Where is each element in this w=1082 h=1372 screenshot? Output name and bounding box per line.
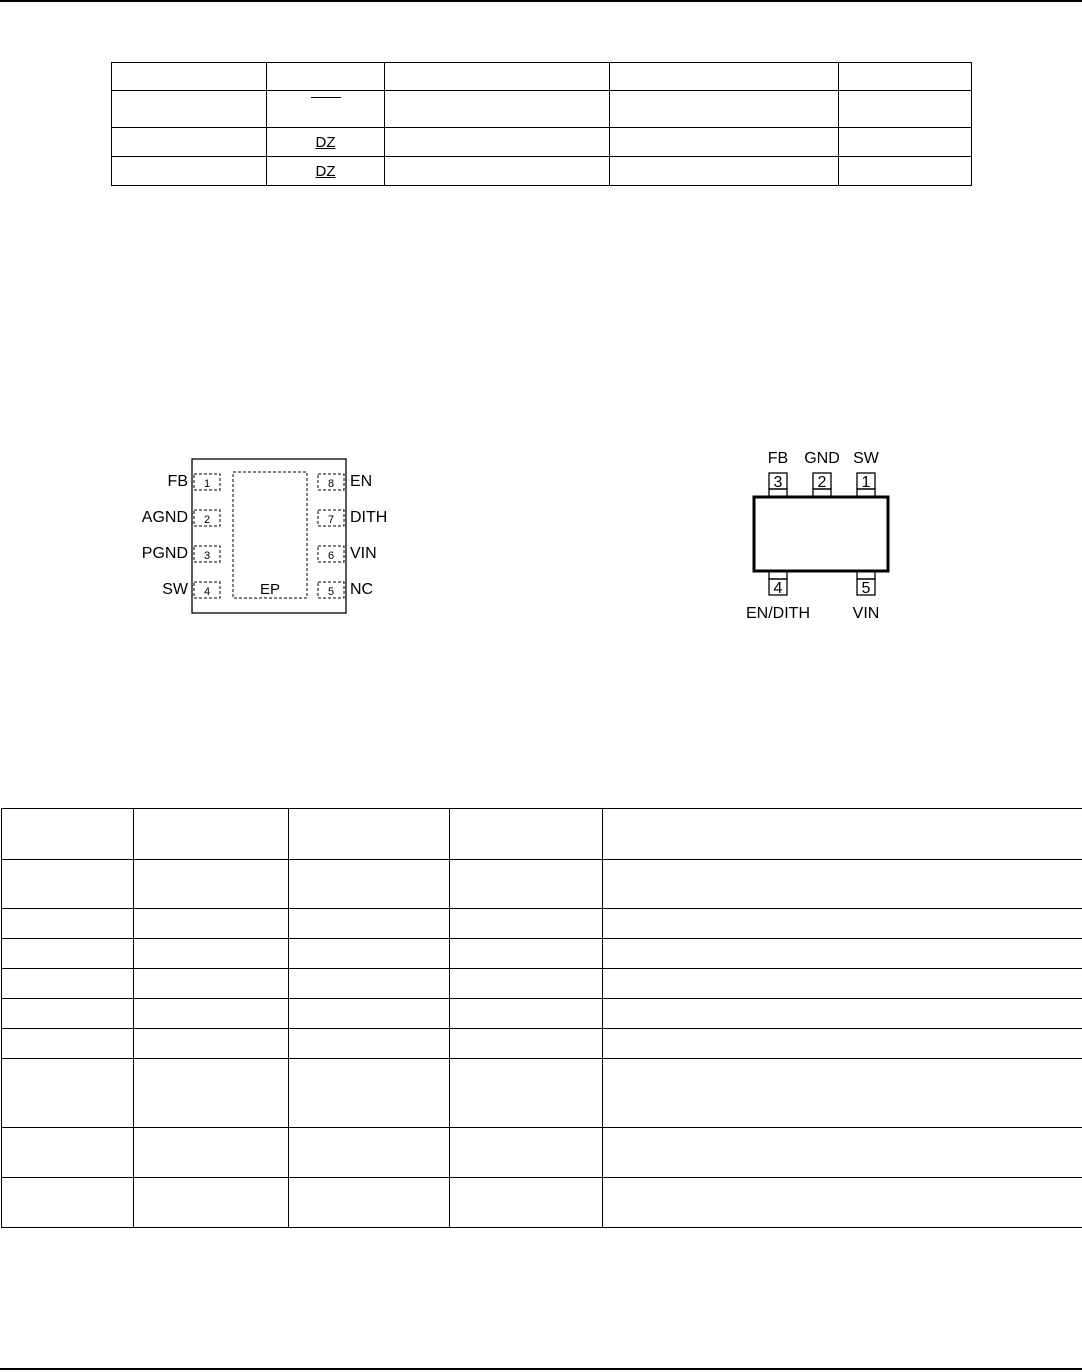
pin-number: 1 xyxy=(203,478,211,490)
table-cell xyxy=(385,91,610,128)
table-cell xyxy=(603,1059,1082,1128)
table-cell xyxy=(112,63,267,91)
pin-7 xyxy=(318,509,387,526)
pin-6 xyxy=(318,545,377,562)
table-cell xyxy=(134,809,289,860)
table-cell xyxy=(2,999,134,1029)
table-cell xyxy=(289,939,450,969)
sot-package-diagram xyxy=(730,440,910,630)
table-cell xyxy=(610,128,839,157)
pin-label-en: EN xyxy=(350,473,373,490)
pin-label-nc: NC xyxy=(350,581,374,598)
table-cell xyxy=(450,860,603,909)
table-row xyxy=(2,1029,1082,1059)
table-cell xyxy=(289,1029,450,1059)
table-cell xyxy=(2,969,134,999)
table-cell xyxy=(603,909,1082,939)
table-row xyxy=(112,91,972,128)
table-cell xyxy=(289,809,450,860)
table-cell xyxy=(134,939,289,969)
table-row xyxy=(112,128,972,157)
top-rule xyxy=(0,0,1082,2)
pin-number: 5 xyxy=(327,586,335,598)
pin-label-en-dith: EN/DITH xyxy=(746,605,810,622)
pin-number: 1 xyxy=(861,474,871,491)
table-cell xyxy=(289,860,450,909)
table-cell xyxy=(450,939,603,969)
ordering-table xyxy=(111,62,972,186)
package-body xyxy=(754,497,888,571)
table-cell xyxy=(603,939,1082,969)
pin-label-pgnd: PGND xyxy=(141,545,188,562)
pin-2 xyxy=(804,450,840,497)
pin-label-vin: VIN xyxy=(852,605,880,622)
pin-number: 7 xyxy=(327,514,335,526)
table-cell xyxy=(2,1178,134,1228)
table-cell xyxy=(134,1128,289,1178)
table-cell xyxy=(112,157,267,186)
table-cell xyxy=(839,157,972,186)
pin-number: 4 xyxy=(773,580,783,597)
table-cell xyxy=(839,128,972,157)
overline-mark xyxy=(311,97,341,98)
table-row xyxy=(112,63,972,91)
pin-number: 2 xyxy=(817,474,827,491)
exposed-pad xyxy=(233,472,307,598)
table-cell xyxy=(839,63,972,91)
table-cell xyxy=(610,157,839,186)
pin-1 xyxy=(853,450,880,497)
pin-label-sw: SW xyxy=(162,581,188,598)
table-cell xyxy=(610,91,839,128)
table-cell xyxy=(112,91,267,128)
table-row xyxy=(2,1059,1082,1128)
table-cell xyxy=(450,1029,603,1059)
pin-5 xyxy=(853,571,880,622)
table-cell xyxy=(603,1128,1082,1178)
table-cell xyxy=(134,1178,289,1228)
pin-label-gnd: GND xyxy=(804,450,840,467)
table-cell xyxy=(385,128,610,157)
table-row xyxy=(2,999,1082,1029)
pin-number: 5 xyxy=(861,580,871,597)
marking-cell xyxy=(267,91,385,128)
table-cell xyxy=(2,939,134,969)
table-cell xyxy=(134,969,289,999)
table-row xyxy=(2,1178,1082,1228)
table-cell xyxy=(289,999,450,1029)
table-row xyxy=(112,157,972,186)
table-cell xyxy=(603,969,1082,999)
pin-number: 2 xyxy=(203,514,211,526)
pin-number: 6 xyxy=(327,550,335,562)
table-cell xyxy=(2,860,134,909)
pin-label-vin: VIN xyxy=(350,545,377,562)
table-cell xyxy=(2,1059,134,1128)
table-cell xyxy=(134,860,289,909)
pin-label-agnd: AGND xyxy=(141,509,188,526)
table-cell xyxy=(450,809,603,860)
table-cell xyxy=(603,1029,1082,1059)
table-cell xyxy=(2,1128,134,1178)
table-cell xyxy=(603,860,1082,909)
table-cell xyxy=(289,1059,450,1128)
table-cell xyxy=(385,157,610,186)
pin-label-fb: FB xyxy=(167,473,188,490)
pin-label-sw: SW xyxy=(853,450,879,467)
pin-number: 3 xyxy=(203,550,211,562)
marking-cell: DZ xyxy=(267,128,385,157)
table-cell xyxy=(2,909,134,939)
table-cell xyxy=(289,1178,450,1228)
pin-1 xyxy=(168,473,220,490)
table-cell xyxy=(450,999,603,1029)
table-cell xyxy=(112,128,267,157)
table-cell xyxy=(450,1128,603,1178)
table-cell xyxy=(134,999,289,1029)
table-cell xyxy=(603,999,1082,1029)
table-cell xyxy=(839,91,972,128)
table-row xyxy=(2,809,1082,860)
exposed-pad-label: EP xyxy=(259,581,281,598)
bottom-rule xyxy=(0,1368,1082,1370)
pin-number: 3 xyxy=(773,474,783,491)
pin-3 xyxy=(142,545,220,562)
dfn-package-diagram xyxy=(120,455,420,625)
table-cell xyxy=(603,809,1082,860)
table-row xyxy=(2,969,1082,999)
table-cell xyxy=(289,1128,450,1178)
table-row xyxy=(2,909,1082,939)
table-cell xyxy=(289,969,450,999)
table-cell xyxy=(450,909,603,939)
pin-label-fb: FB xyxy=(767,450,789,467)
table-cell xyxy=(450,1178,603,1228)
pin-3 xyxy=(768,450,788,497)
table-cell xyxy=(134,1029,289,1059)
pin-4 xyxy=(162,581,220,598)
marking-cell: DZ xyxy=(267,157,385,186)
table-cell xyxy=(610,63,839,91)
table-row xyxy=(2,860,1082,909)
pin-number: 8 xyxy=(327,478,335,490)
pin-label-dith: DITH xyxy=(350,509,388,526)
pin-8 xyxy=(318,473,372,490)
pin-description-table xyxy=(1,808,1082,1228)
table-cell xyxy=(134,1059,289,1128)
table-cell xyxy=(450,1059,603,1128)
table-cell xyxy=(385,63,610,91)
pin-number: 4 xyxy=(203,586,211,598)
pin-4 xyxy=(746,571,810,622)
table-cell xyxy=(267,63,385,91)
table-cell xyxy=(603,1178,1082,1228)
table-row xyxy=(2,1128,1082,1178)
table-cell xyxy=(450,969,603,999)
table-cell xyxy=(2,809,134,860)
table-cell xyxy=(134,909,289,939)
table-row xyxy=(2,939,1082,969)
table-cell xyxy=(289,909,450,939)
table-cell xyxy=(2,1029,134,1059)
pin-2 xyxy=(142,509,220,526)
